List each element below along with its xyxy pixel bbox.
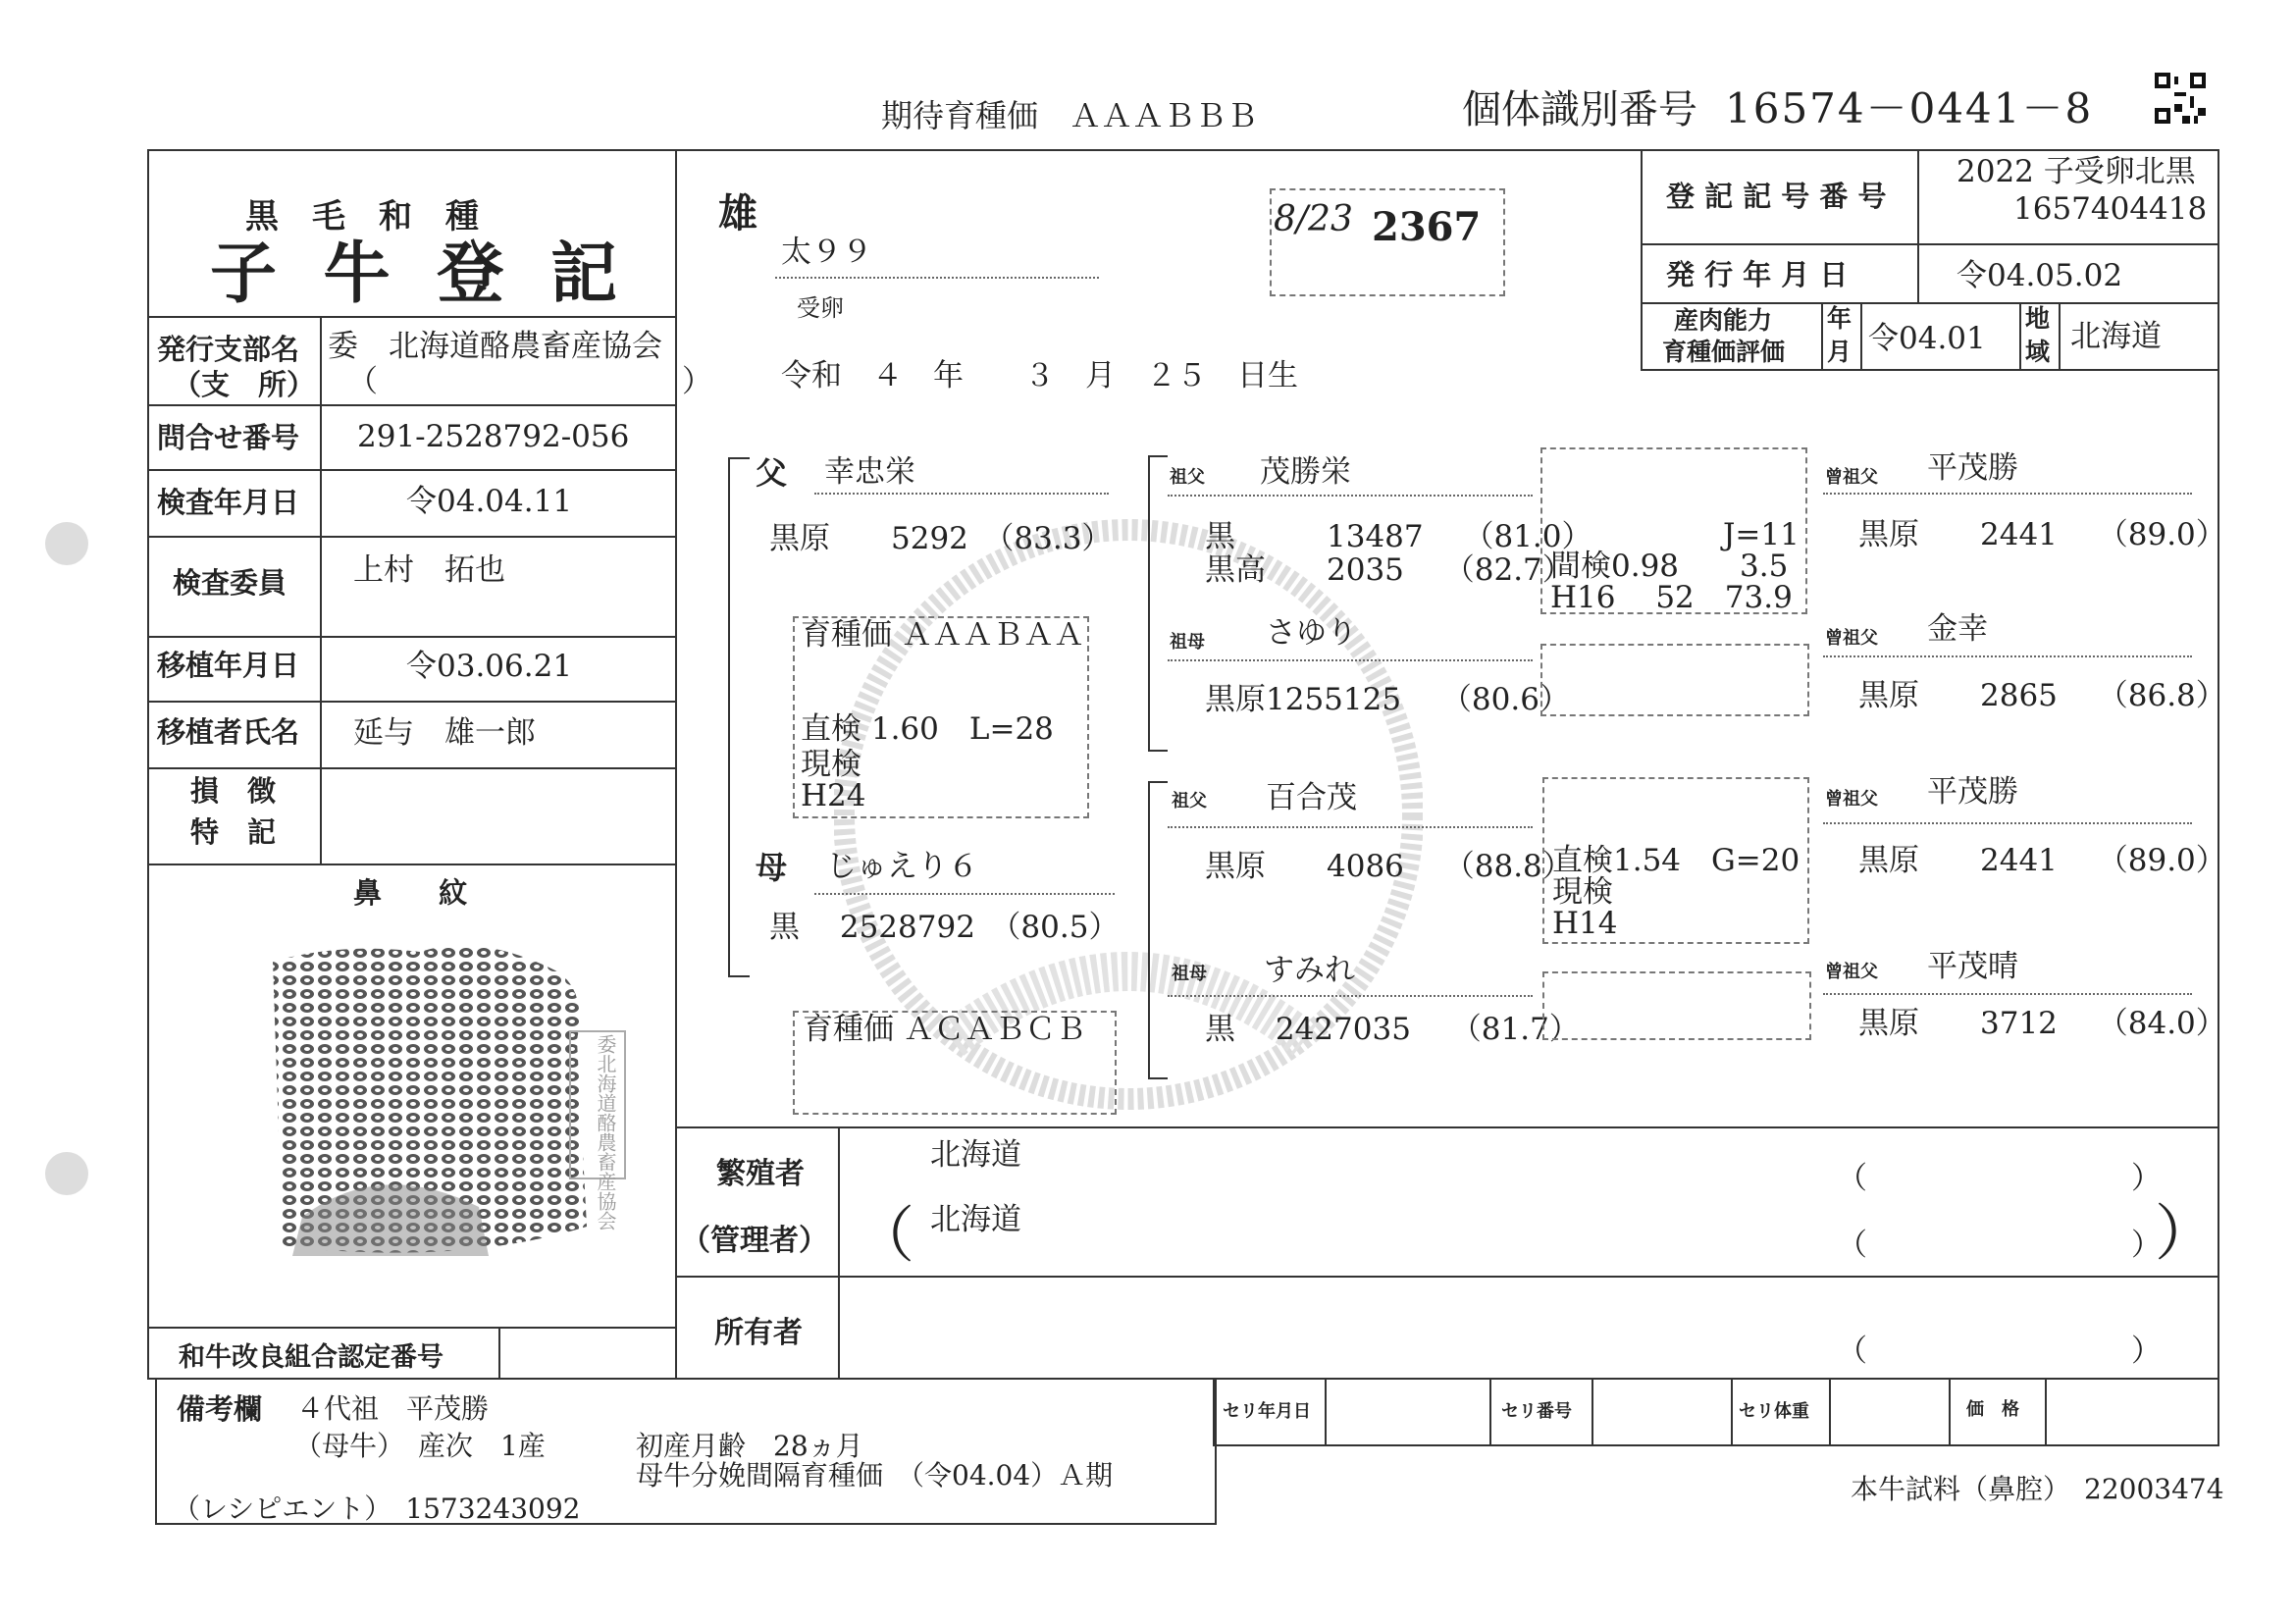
breeder-top-rule (675, 1126, 2219, 1128)
pgm-name: さゆり (1266, 615, 1357, 651)
gg2-label: 曾祖父 (1825, 628, 1878, 649)
left-rule-6 (147, 701, 675, 703)
pgm-box (1540, 644, 1809, 716)
mgf-name: 百合茂 (1266, 780, 1357, 815)
pgf-label: 祖父 (1170, 467, 1205, 488)
meat-divider-4 (2059, 302, 2061, 371)
gg4-name: 平茂晴 (1927, 949, 2018, 984)
reg-rule-1 (1641, 243, 2219, 245)
inquiry-number: 291-2528792-056 (357, 419, 630, 454)
meat-divider-1 (1821, 302, 1823, 371)
pgf-interval: 間検0.98 3.5 (1550, 549, 1789, 584)
calf-sex: 雄 (718, 191, 757, 236)
region-label-1: 地 (2025, 304, 2051, 333)
paternal-bracket (1148, 455, 1150, 750)
remarks-line-3: 初産月齢 28ヵ月 (636, 1430, 863, 1462)
breeder-value: 北海道 (930, 1137, 1021, 1173)
sample-number: 本牛試料（鼻腔） 22003474 (1851, 1473, 2224, 1505)
auction-weight-label: セリ体重 (1739, 1401, 1809, 1422)
mother-reg: 黒 2528792 （80.5） (769, 910, 1120, 945)
parents-bracket-top (728, 457, 750, 459)
mgm-box (1542, 971, 1811, 1040)
auction-div-4 (1731, 1380, 1733, 1446)
branch-value-1: 委 北海道酪農畜産協会 (328, 329, 662, 364)
inspection-date: 令04.04.11 (406, 484, 573, 519)
auction-row (1213, 1380, 2219, 1446)
father-field-test: 現検 (801, 747, 861, 782)
gg2-reg: 黒原 2865 （86.8） (1858, 678, 2226, 713)
father-name: 幸忠栄 (824, 454, 915, 490)
branch-value-2: （ ） (347, 364, 712, 399)
mgm-label: 祖母 (1172, 964, 1207, 984)
gg4-rule (1823, 993, 2192, 995)
manager-paren-close: ） (2155, 1197, 2217, 1269)
document-title: 子 牛 登 記 (210, 236, 630, 313)
father-label: 父 (756, 454, 788, 492)
gg4-label: 曾祖父 (1825, 962, 1878, 982)
meat-divider-2 (1860, 302, 1862, 371)
meat-eval-label-1: 産肉能力 (1674, 306, 1773, 335)
reg-number-label: 登 記 記 号 番 号 (1666, 180, 1887, 213)
reg-number-value-2: 1657404418 (2013, 191, 2208, 227)
receipt-stamp-number: 2367 (1372, 204, 1482, 250)
receipt-stamp-date: 8/23 (1274, 199, 1353, 239)
defect-label-2: 特 記 (190, 815, 277, 849)
breeder-sub-close: ） (2131, 1161, 2162, 1196)
association-stamp-text: 委北海道酪農畜産協会 (594, 1034, 617, 1230)
inspector-label: 検査委員 (173, 566, 287, 600)
auction-div-7 (2045, 1380, 2047, 1446)
year-month-label-2: 月 (1827, 338, 1852, 366)
auction-div-1 (1325, 1380, 1327, 1446)
mother-name: じゅえり６ (826, 849, 978, 884)
parents-bracket-bottom (728, 975, 750, 977)
left-rule-4 (147, 536, 675, 538)
gg1-label: 曾祖父 (1825, 467, 1878, 488)
cert-divider (498, 1327, 500, 1380)
id-number: 16574－0441－8 (1725, 84, 2094, 132)
auction-div-6 (1949, 1380, 1951, 1446)
auction-date-label: セリ年月日 (1223, 1401, 1311, 1422)
mgf-direct-test: 直検1.54 G=20 (1552, 843, 1800, 878)
branch-label-2: （支 所） (173, 368, 316, 401)
manager-sub-close: ） (2131, 1228, 2162, 1263)
maternal-bracket-top (1148, 781, 1168, 783)
pgf-h-value: H16 52 73.9 (1550, 580, 1793, 615)
gg3-rule (1823, 822, 2192, 824)
issue-date: 令04.05.02 (1957, 258, 2123, 293)
expected-breeding-value: 期待育種価 ＡＡＡＢＢＢ (881, 97, 1259, 134)
meat-divider-3 (2019, 302, 2021, 371)
calf-name: 太９９ (781, 235, 872, 270)
pgf-name: 茂勝栄 (1260, 454, 1351, 490)
father-year: H24 (801, 778, 866, 813)
branch-label-1: 発行支部名 (157, 333, 300, 366)
mgm-name-rule (1168, 995, 1533, 997)
maternal-bracket (1148, 781, 1150, 1077)
reg-number-value-1: 2022 子受卵北黒 (1957, 154, 2196, 189)
remarks-line-4: 母牛分娩間隔育種価 （令04.04）Ａ期 (636, 1459, 1114, 1492)
breeder-label-divider (838, 1126, 840, 1380)
gg1-reg: 黒原 2441 （89.0） (1858, 517, 2226, 552)
gg1-rule (1823, 493, 2192, 495)
transplanter-name: 延与 雄一郎 (353, 715, 536, 751)
inspection-date-label: 検査年月日 (157, 486, 300, 519)
evaluation-year-month: 令04.01 (1868, 321, 1986, 356)
remarks-label: 備考欄 (177, 1392, 263, 1426)
calf-name-rule (775, 277, 1099, 279)
father-direct-test: 直検 1.60 L=28 (801, 711, 1054, 747)
calf-type: 受卵 (797, 294, 844, 322)
auction-price-label: 価 格 (1966, 1399, 2019, 1420)
gg1-name: 平茂勝 (1927, 450, 2018, 486)
pgm-name-rule (1168, 659, 1533, 661)
inquiry-label: 問合せ番号 (157, 421, 300, 454)
transplant-date-label: 移植年月日 (157, 649, 300, 682)
gg3-name: 平茂勝 (1927, 774, 2018, 810)
left-column-divider (675, 149, 677, 1380)
manager-value: 北海道 (930, 1202, 1021, 1237)
auction-div-3 (1592, 1380, 1593, 1446)
breeder-sub-open: （ (1837, 1161, 1867, 1196)
pgf-reg-2: 黒高 2035 （82.7） (1205, 552, 1573, 588)
remarks-line-1: ４代祖 平茂勝 (296, 1392, 490, 1425)
transplant-date: 令03.06.21 (406, 649, 573, 684)
cert-number-label: 和牛改良組合認定番号 (179, 1342, 444, 1373)
paternal-bracket-top (1148, 455, 1168, 457)
defect-label-1: 損 徴 (190, 774, 277, 808)
breed-label: 黒 毛 和 種 (245, 197, 479, 236)
meat-eval-label-2: 育種価評価 (1662, 338, 1786, 366)
left-rule-3 (147, 469, 675, 471)
region-label-2: 域 (2025, 338, 2051, 366)
inspector-name: 上村 拓也 (353, 552, 505, 588)
owner-label: 所有者 (714, 1316, 803, 1350)
left-rule-5 (147, 636, 675, 638)
left-rule-7 (147, 767, 675, 769)
owner-sub-open: （ (1837, 1334, 1867, 1369)
owner-top-rule (675, 1276, 2219, 1278)
gg2-name: 金幸 (1927, 611, 1988, 647)
maternal-bracket-bottom (1148, 1077, 1168, 1079)
nose-print-image (263, 932, 606, 1266)
mother-label: 母 (756, 849, 788, 886)
reg-rule-2 (1641, 302, 2219, 304)
left-rule-8 (147, 864, 675, 865)
parents-bracket (728, 457, 730, 975)
auction-div-2 (1489, 1380, 1491, 1446)
owner-sub-close: ） (2131, 1334, 2162, 1369)
mgf-year: H14 (1552, 906, 1618, 941)
issue-date-label: 発 行 年 月 日 (1666, 258, 1849, 291)
gg3-label: 曾祖父 (1825, 789, 1878, 810)
year-month-label-1: 年 (1827, 304, 1852, 333)
remarks-line-5: （レシピエント） 1573243092 (173, 1492, 581, 1525)
pgf-name-rule (1168, 495, 1533, 497)
pgm-reg: 黒原1255125 （80.6） (1205, 682, 1570, 717)
mgm-reg: 黒 2427035 （81.7） (1205, 1012, 1580, 1047)
left-rule-2 (147, 404, 675, 406)
mgf-reg: 黒原 4086 （88.8） (1205, 849, 1573, 884)
mother-name-rule (814, 893, 1115, 895)
remarks-line-2: （母牛） 産次 1産 (294, 1430, 546, 1462)
mgf-name-rule (1168, 826, 1533, 828)
father-reg: 黒原 5292 （83.3） (769, 521, 1113, 556)
manager-sub-open: （ (1837, 1228, 1867, 1263)
auction-number-label: セリ番号 (1501, 1401, 1572, 1422)
left-label-divider (320, 316, 322, 864)
reg-divider (1917, 149, 1919, 302)
manager-paren-open: （ (854, 1199, 915, 1271)
pgf-reg-1: 黒 13487 （81.0） (1205, 519, 1592, 554)
gg4-reg: 黒原 3712 （84.0） (1858, 1006, 2226, 1041)
paternal-bracket-bottom (1148, 750, 1168, 752)
id-label: 個体識別番号 (1462, 87, 1697, 132)
pgf-j-value: J=11 (1723, 517, 1800, 552)
mgf-label: 祖父 (1172, 791, 1207, 812)
father-breeding-value: 育種価 ＡＡＡＢＡＡ (801, 617, 1084, 653)
father-name-rule (814, 493, 1109, 495)
binder-hole-top (45, 522, 88, 565)
nose-print-label: 鼻 紋 (353, 876, 468, 910)
mgf-field-test: 現検 (1552, 874, 1613, 910)
left-rule-1 (147, 316, 675, 318)
mother-breeding-value: 育種価 ＡＣＡＢＣＢ (803, 1012, 1086, 1047)
binder-hole-bottom (45, 1152, 88, 1195)
qr-code-icon (2155, 73, 2206, 124)
auction-div-5 (1829, 1380, 1831, 1446)
left-rule-cert (147, 1327, 675, 1329)
calf-birth: 令和 ４ 年 ３ 月 ２５ 日生 (781, 358, 1298, 393)
gg2-rule (1823, 655, 2192, 657)
breeder-label: 繁殖者 (716, 1157, 805, 1191)
manager-label: （管理者） (681, 1224, 828, 1258)
evaluation-region: 北海道 (2070, 319, 2162, 354)
gg3-reg: 黒原 2441 （89.0） (1858, 843, 2226, 878)
pgm-label: 祖母 (1170, 632, 1205, 653)
transplanter-label: 移植者氏名 (157, 715, 300, 749)
mgm-name: すみれ (1264, 953, 1355, 988)
